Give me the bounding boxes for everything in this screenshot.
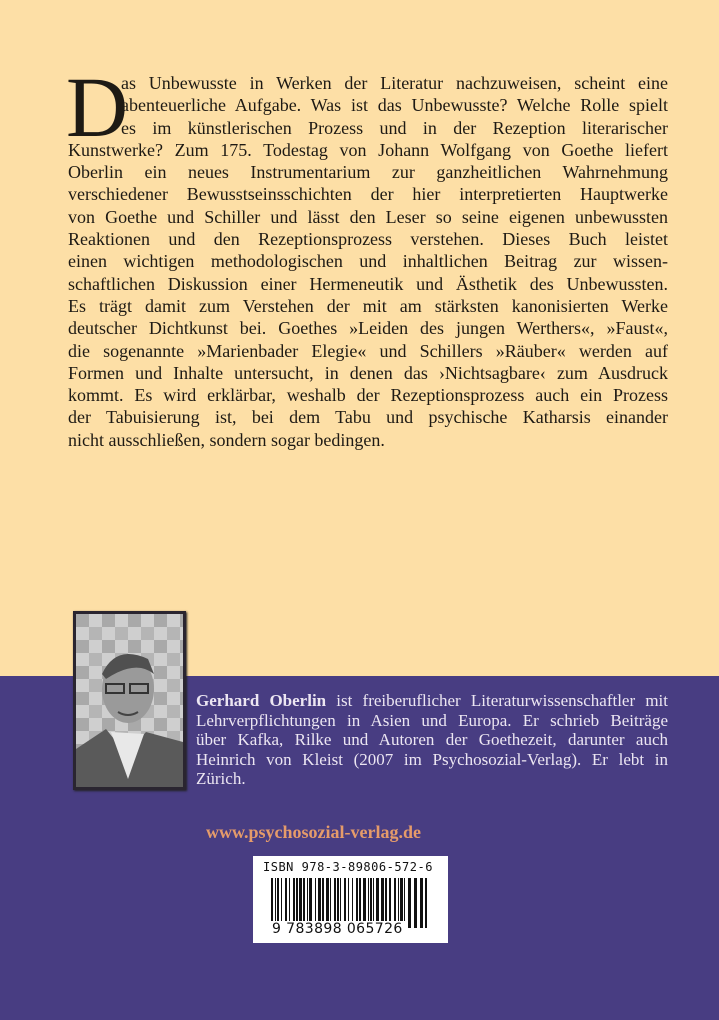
- barcode-bar: [408, 878, 411, 928]
- ean-digits: 9 783898 065726: [272, 921, 403, 937]
- barcode-bar: [414, 878, 417, 928]
- publisher-url[interactable]: www.psychosozial-verlag.de: [206, 822, 421, 842]
- bio-line: Lehrverpflichtungen in Asien und Europa. Er schrieb Beiträge: [196, 710, 668, 730]
- author-name: Gerhard Oberlin: [196, 691, 327, 710]
- blurb-line: Oberlin ein neues Instrumentarium zur ganzheitlichen Wahrnehmung: [68, 162, 668, 183]
- blurb-line: Formen und Inhalte untersucht, in denen das ›Nichtsagbare‹ zum Ausdruck: [68, 362, 668, 383]
- drop-cap: D: [66, 59, 129, 155]
- blurb-line: kommt. Es wird erklärbar, weshalb der Rezeptionsprozess auch ein Prozess: [68, 385, 668, 406]
- isbn-barcode: [253, 856, 448, 943]
- author-bio: [196, 691, 668, 789]
- blurb-line: Reaktionen und den Rezeptionsprozess verstehen. Dieses Buch leistet: [68, 229, 668, 250]
- blurb-line: es im künstlerischen Prozess und in der Rezeption literarischer: [121, 117, 668, 138]
- blurb-line: einen wichtigen methodologischen und inhaltlichen Beitrag zur wissen-: [68, 251, 668, 272]
- blurb-text: [66, 59, 668, 451]
- bio-line: Heinrich von Kleist (2007 im Psychosozial-Verlag). Er lebt in: [196, 749, 668, 769]
- blurb-line: Kunstwerke? Zum 175. Todestag von Johann Wolfgang von Goethe liefert: [68, 139, 668, 160]
- blurb-line: nicht ausschließen, sondern sogar bedingen.: [68, 429, 385, 450]
- bio-line: Zürich.: [196, 769, 246, 788]
- bio-line: über Kafka, Rilke und Autoren der Goethezeit, darunter auch: [196, 730, 668, 749]
- barcode-bar: [425, 878, 427, 928]
- blurb-line: der Tabuisierung ist, bei dem Tabu und psychische Katharsis einander: [68, 407, 668, 428]
- blurb-line: die sogenannte »Marienbader Elegie« und Schillers »Räuber« werden auf: [68, 340, 668, 361]
- bio-line: Gerhard Oberlin ist freiberuflicher Literaturwissenschaftler mit: [196, 691, 668, 710]
- blurb-line: as Unbewusste in Werken der Literatur nachzuweisen, scheint eine: [121, 73, 668, 93]
- blurb-line: Es trägt damit zum Verstehen der mit am stärksten kanonisierten Werke: [68, 295, 668, 316]
- isbn-label: ISBN 978-3-89806-572-6: [263, 860, 433, 874]
- blurb-line: von Goethe und Schiller und lässt den Leser so seine eigenen unbewussten: [68, 206, 668, 227]
- blurb-line: verschiedener Bewusstseinsschichten der hier interpretierten Hauptwerke: [68, 184, 668, 205]
- author-photo: [73, 611, 186, 790]
- blurb-line: abenteuerliche Aufgabe. Was ist das Unbewusste? Welche Rolle spielt: [121, 95, 668, 116]
- blurb-line: deutscher Dichtkunst bei. Goethes »Leiden des jungen Werthers«, »Faust«,: [68, 318, 668, 339]
- blurb-line: schaftlichen Diskussion einer Hermeneutik und Ästhetik des Unbewussten.: [68, 273, 668, 294]
- barcode-bar: [420, 878, 423, 928]
